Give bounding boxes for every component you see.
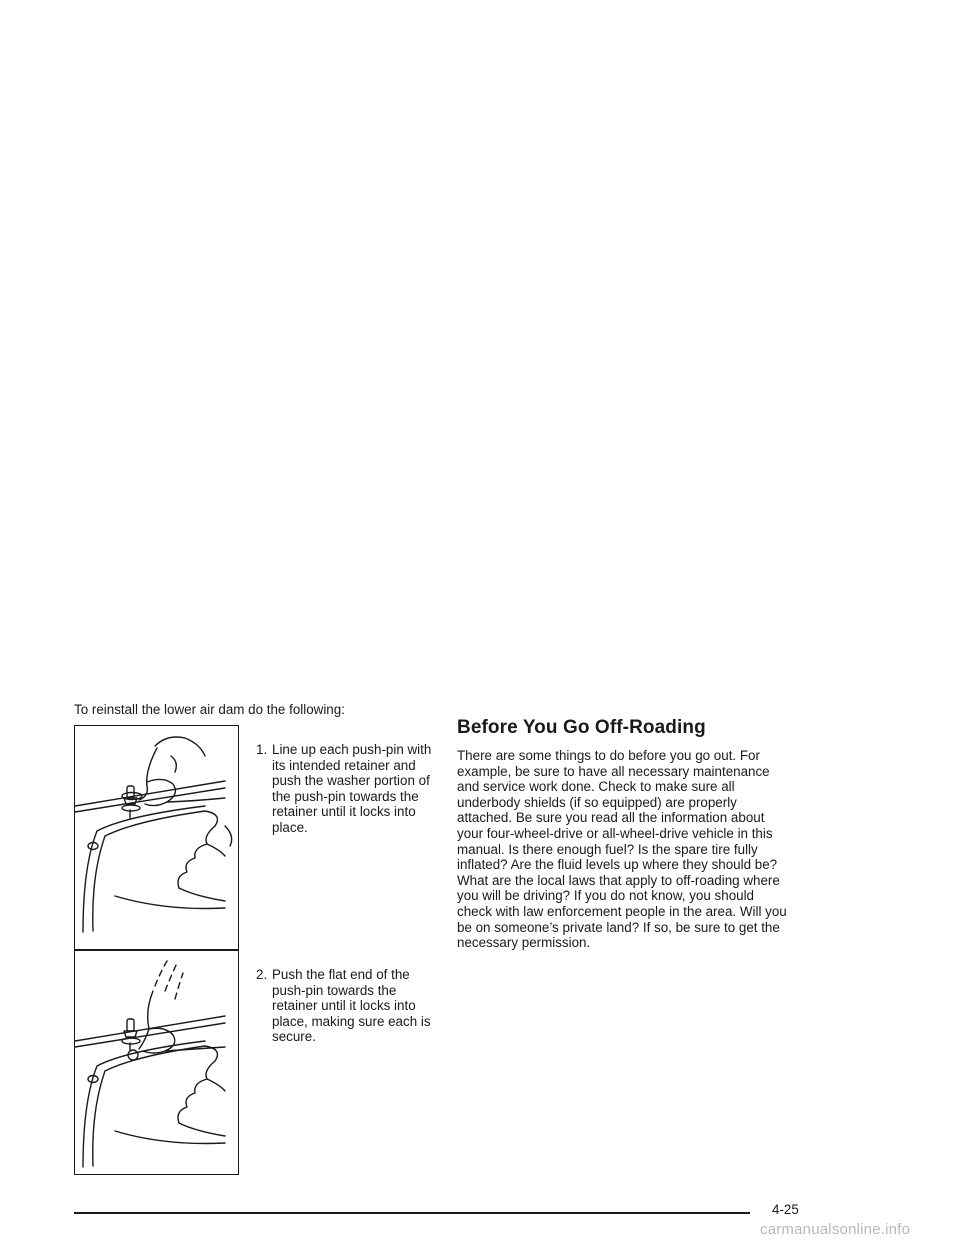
step-2-text: Push the flat end of the push-pin towards the retainer until it locks into place, making sure each is secure. xyxy=(272,967,431,1045)
step-2 xyxy=(256,967,446,1045)
step-2-number: 2. xyxy=(256,967,268,982)
step-1-number: 1. xyxy=(256,742,268,757)
step-1-text: Line up each push-pin with its intended retainer and push the washer portion of the push-pin towards the retainer until it locks into place. xyxy=(272,742,432,835)
push-pin-illustration-2 xyxy=(74,950,239,1175)
footer-divider xyxy=(74,1212,750,1214)
intro-text: To reinstall the lower air dam do the following: xyxy=(74,702,345,717)
step-1 xyxy=(256,742,446,836)
push-pin-illustration-1 xyxy=(74,725,239,950)
push-pin-drawing-2 xyxy=(75,951,237,1173)
watermark: carmanualsonline.info xyxy=(760,1221,911,1238)
section-body: There are some things to do before you go out. For example, be sure to have all necessary maintenance and service work done. Check to make sure all underbody shields (if so equipped) are properly attached. Be sure you read all the information about your four-wheel-drive or all-wheel-drive vehicle in this manual. Is there enough fuel? Is the spare tire fully inflated? Are the fluid levels up where they should be? What are the local laws that apply to off-roading where you will be driving? If you do not know, you should check with law enforcement people in the area. Will you be on someone’s private land? If so, be sure to get the necessary permission. xyxy=(457,748,787,951)
page-number: 4-25 xyxy=(772,1202,799,1217)
section-heading: Before You Go Off-Roading xyxy=(457,717,706,738)
push-pin-drawing-1 xyxy=(75,726,237,948)
